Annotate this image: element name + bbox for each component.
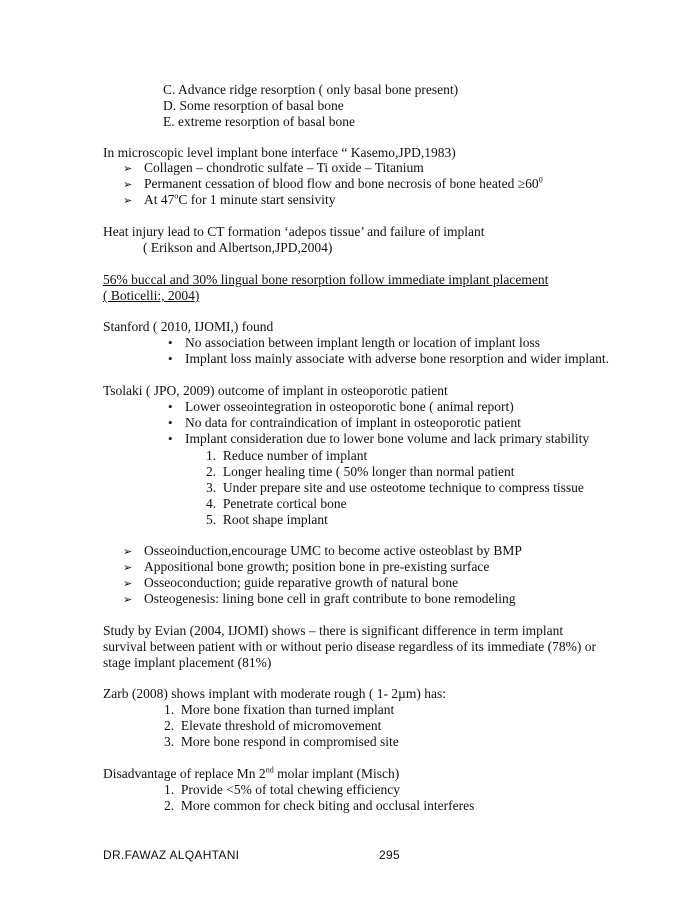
microscopic-heading: In microscopic level implant bone interface “ Kasemo,JPD,1983): [103, 145, 456, 160]
bullet-icon: •: [168, 415, 173, 430]
heat-citation: ( Erikson and Albertson,JPD,2004): [143, 240, 333, 255]
zarb-heading: Zarb (2008) shows implant with moderate rough ( 1- 2µm) has:: [103, 686, 446, 701]
list-item-e: E. extreme resorption of basal bone: [163, 114, 355, 129]
evian-line: survival between patient with or without perio disease regardless of its immediate (78%) or: [103, 639, 596, 654]
zarb-item: 2. Elevate threshold of micromovement: [164, 718, 382, 733]
disadvantage-item: 1. Provide <5% of total chewing efficiency: [164, 782, 401, 797]
osseo-item: Appositional bone growth; position bone in pre-existing surface: [144, 559, 490, 574]
osseo-item: Osseoconduction; guide reparative growth of natural bone: [144, 575, 459, 590]
boticelli-citation: ( Boticelli:, 2004): [103, 288, 200, 303]
tsolaki-item: Lower osseointegration in osteoporotic bone ( animal report): [185, 399, 514, 414]
osseo-item: Osseoinduction,encourage UMC to become active osteoblast by BMP: [144, 543, 522, 558]
tsolaki-numbered-item: 3. Under prepare site and use osteotome technique to compress tissue: [206, 480, 584, 495]
bullet-icon: •: [168, 431, 173, 446]
bullet-icon: •: [168, 351, 173, 366]
arrow-bullet-icon: ➢: [123, 163, 133, 175]
tsolaki-numbered-item: 1. Reduce number of implant: [206, 448, 368, 463]
osseo-item: Osteogenesis: lining bone cell in graft contribute to bone remodeling: [144, 591, 516, 606]
tsolaki-numbered-item: 4. Penetrate cortical bone: [206, 496, 347, 511]
microscopic-item: Collagen – chondrotic sulfate – Ti oxide – Titanium: [144, 160, 424, 175]
tsolaki-heading: Tsolaki ( JPO, 2009) outcome of implant in osteoporotic patient: [103, 383, 448, 398]
evian-line: Study by Evian (2004, IJOMI) shows – there is significant difference in term implant: [103, 623, 564, 638]
arrow-bullet-icon: ➢: [123, 195, 133, 207]
zarb-item: 3. More bone respond in compromised site: [164, 734, 399, 749]
disadvantage-item: 2. More common for check biting and occlusal interferes: [164, 798, 475, 813]
stanford-item: No association between implant length or location of implant loss: [185, 335, 541, 350]
arrow-bullet-icon: ➢: [123, 578, 133, 590]
microscopic-item: Permanent cessation of blood flow and bone necrosis of bone heated $\ge 60^0$: [144, 175, 543, 191]
page-number: 295: [379, 848, 400, 862]
tsolaki-item: Implant consideration due to lower bone volume and lack primary stability: [185, 431, 590, 446]
list-item-c: C. Advance ridge resorption ( only basal bone present): [163, 82, 459, 97]
tsolaki-numbered-item: 5. Root shape implant: [206, 512, 328, 527]
arrow-bullet-icon: ➢: [123, 562, 133, 574]
zarb-item: 1. More bone fixation than turned implant: [164, 702, 395, 717]
bullet-icon: •: [168, 335, 173, 350]
bullet-icon: •: [168, 399, 173, 414]
stanford-item: Implant loss mainly associate with adverse bone resorption and wider implant.: [185, 351, 610, 366]
microscopic-item: At 47$^o$C for 1 minute start sensivity: [144, 191, 336, 207]
arrow-bullet-icon: ➢: [123, 546, 133, 558]
arrow-bullet-icon: ➢: [123, 179, 133, 191]
arrow-bullet-icon: ➢: [123, 594, 133, 606]
footer-author: DR.FAWAZ ALQAHTANI: [103, 848, 240, 862]
list-item-d: D. Some resorption of basal bone: [163, 98, 344, 113]
boticelli-line: 56% buccal and 30% lingual bone resorption follow immediate implant placement: [103, 272, 549, 287]
heat-line: Heat injury lead to CT formation ‘adepos tissue’ and failure of implant: [103, 224, 485, 239]
tsolaki-item: No data for contraindication of implant in osteoporotic patient: [185, 415, 521, 430]
disadvantage-heading: Disadvantage of replace Mn 2nd molar implant (Misch): [103, 765, 400, 781]
evian-line: stage implant placement (81%): [103, 655, 272, 670]
stanford-heading: Stanford ( 2010, IJOMI,) found: [103, 319, 274, 334]
tsolaki-numbered-item: 2. Longer healing time ( 50% longer than normal patient: [206, 464, 515, 479]
